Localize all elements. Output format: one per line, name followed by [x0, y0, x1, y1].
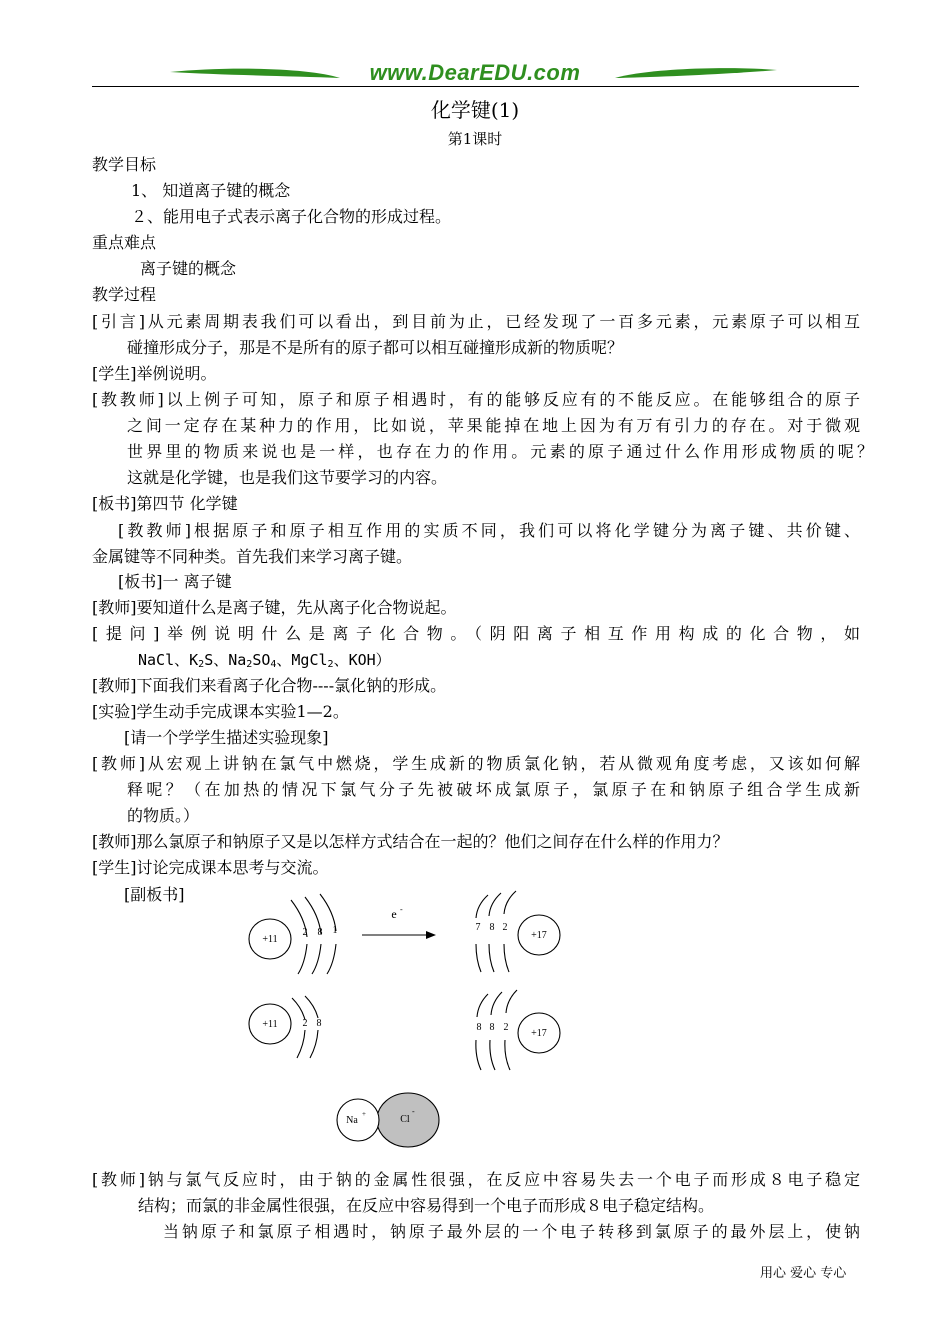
na-ion-shell-arc — [305, 996, 318, 1018]
ask-formula-sub: 2 — [246, 659, 253, 670]
key-heading: 重点难点 — [92, 233, 157, 252]
na-shell-count: 8 — [317, 927, 323, 938]
footer-motto: 用心 爱心 专心 — [760, 1266, 847, 1281]
teacher5-line-2: 释呢？（在加热的情况下氯气分子先被破坏成氯原子，氯原子在和钠原子组合学生成新 — [127, 780, 860, 799]
na-nucleus-label: +11 — [262, 934, 278, 945]
ask-formula-sub: 2 — [198, 659, 205, 670]
na-ion-label: Na — [346, 1115, 358, 1126]
page-subtitle: 第1课时 — [447, 130, 503, 148]
teacher1-line-1: [教教师]以上例子可知，原子和原子相遇时，有的能够反应有的不能反应。在能够组合的原子 — [92, 390, 860, 409]
teacher2-line-2: 金属键等不同种类。首先我们来学习离子键。 — [92, 547, 413, 566]
header-site-name: www.DearEDU.com — [369, 60, 581, 85]
cl-shell-arc — [489, 893, 501, 916]
teacher5-line-3: 的物质。） — [127, 806, 200, 825]
ask-line-1: [提问]举例说明什么是离子化合物。（阴阳离子相互作用构成的化合物，如 — [92, 624, 860, 643]
cl-ion-charge: - — [412, 1107, 415, 1116]
cl-ion-shell-count: 8 — [476, 1022, 482, 1033]
teacher6-line: [教师]那么氯原子和钠原子又是以怎样方式结合在一起的？他们之间存在什么样的作用力？ — [92, 832, 729, 851]
student-line-2: [学生]讨论完成课本思考与交流。 — [92, 858, 329, 877]
cl-ion-shell-count: 8 — [489, 1022, 495, 1033]
cl-ion-label: Cl — [400, 1114, 410, 1125]
na-ion-charge: + — [362, 1110, 366, 1118]
ask-formula-part: 、KOH） — [333, 651, 391, 669]
na-ion-shell-arc — [310, 1030, 318, 1058]
cl-shell-arc — [489, 944, 494, 972]
na-ion-circle — [337, 1099, 379, 1141]
ask-formula-part: SO — [252, 651, 271, 669]
na-shell-arc — [298, 944, 307, 974]
cl-shell-arc — [476, 944, 481, 972]
na-ion-nucleus-label: +11 — [262, 1019, 278, 1030]
na-shell-arc — [312, 944, 321, 974]
ask-formula-sub: 4 — [270, 659, 277, 670]
board-line-1: [板书]第四节 化学键 — [92, 494, 238, 513]
experiment-line: [实验]学生动手完成课本实验1—2。 — [92, 702, 349, 721]
teacher1-line-4: 这就是化学键，也是我们这节要学习的内容。 — [127, 468, 448, 487]
teacher1-line-2: 之间一定存在某种力的作用，比如说，苹果能掉在地上因为有万有引力的存在。对于微观 — [127, 416, 860, 435]
cl-nucleus-label: +17 — [531, 930, 547, 941]
goal-2: ２、能用电子式表示离子化合物的形成过程。 — [131, 207, 452, 226]
teacher2-line-1: [教教师]根据原子和原子相互作用的实质不同，我们可以将化学键分为离子键、共价键、 — [118, 521, 860, 540]
page-title: 化学键(1) — [430, 98, 520, 122]
na-shell-count: 2 — [302, 927, 308, 938]
student-line-1: [学生]举例说明。 — [92, 364, 217, 383]
teacher7-line-2: 结构；而氯的非金属性很强，在反应中容易得到一个电子而形成８电子稳定结构。 — [138, 1196, 715, 1215]
ask-formula-sub: 2 — [327, 659, 334, 670]
cl-ion-shell-arc — [506, 990, 517, 1013]
arrow-head — [426, 931, 436, 939]
cl-ion-shell-arc — [491, 992, 502, 1015]
ask-formula-part: 、MgCl — [276, 651, 328, 669]
teacher7-line-1: [教师]钠与氯气反应时，由于钠的金属性很强，在反应中容易失去一个电子而形成８电子稳定 — [92, 1170, 860, 1189]
electron-charge: - — [400, 905, 403, 914]
board-line-2: [板书]一 离子键 — [118, 572, 232, 591]
cl-shell-count: 2 — [502, 922, 508, 933]
teacher5-line-1: [教师]从宏观上讲钠在氯气中燃烧，学生成新的物质氯化钠，若从微观角度考虑，又该如何解 — [92, 754, 860, 773]
cl-shell-arc — [476, 895, 488, 918]
process-heading: 教学过程 — [92, 285, 157, 304]
cl-ion-shell-arc — [490, 1040, 495, 1070]
na-shell-count: 1 — [332, 925, 338, 936]
cl-shell-arc — [504, 891, 516, 914]
ask-formula-part: NaCl、K — [138, 651, 199, 669]
na-ion-shell-arc — [292, 998, 305, 1020]
goals-heading: 教学目标 — [92, 155, 157, 174]
na-ion-shell-arc — [297, 1030, 305, 1058]
cl-ion-shell-count: 2 — [503, 1022, 509, 1033]
electron-label: e — [391, 907, 397, 921]
na-shell-arc — [327, 944, 336, 974]
cl-ion-nucleus-label: +17 — [531, 1028, 547, 1039]
request-line: [请一个学学生描述实验现象] — [124, 728, 329, 747]
cl-shell-count: 7 — [475, 922, 481, 933]
cl-ion-shell-arc — [505, 1040, 510, 1070]
subboard-label: [副板书] — [124, 885, 185, 904]
teacher4-line: [教师]下面我们来看离子化合物----氯化钠的形成。 — [92, 676, 447, 695]
cl-ion-shell-arc — [476, 1040, 481, 1070]
intro-line-1: [引言]从元素周期表我们可以看出，到目前为止，已经发现了一百多元素，元素原子可以相互 — [92, 312, 860, 331]
goal-1: 1、 知道离子键的概念 — [131, 181, 291, 200]
teacher1-line-3: 世界里的物质来说也是一样，也存在力的作用。元素的原子通过什么作用形成物质的呢？ — [127, 442, 873, 461]
cl-shell-count: 8 — [489, 922, 495, 933]
cl-ion-shell-arc — [477, 994, 488, 1017]
teacher7-line-3: 当钠原子和氯原子相遇时，钠原子最外层的一个电子转移到氯原子的最外层上，使钠 — [163, 1222, 860, 1241]
intro-line-2: 碰撞形成分子，那是不是所有的原子都可以相互碰撞形成新的物质呢？ — [127, 338, 624, 357]
teacher3-line: [教师]要知道什么是离子键，先从离子化合物说起。 — [92, 598, 457, 617]
key-point-1: 离子键的概念 — [140, 259, 237, 278]
cl-shell-arc — [504, 944, 509, 972]
na-ion-shell-count: 2 — [302, 1018, 308, 1029]
ask-formula-part: S、Na — [204, 651, 247, 669]
na-ion-shell-count: 8 — [316, 1018, 322, 1029]
